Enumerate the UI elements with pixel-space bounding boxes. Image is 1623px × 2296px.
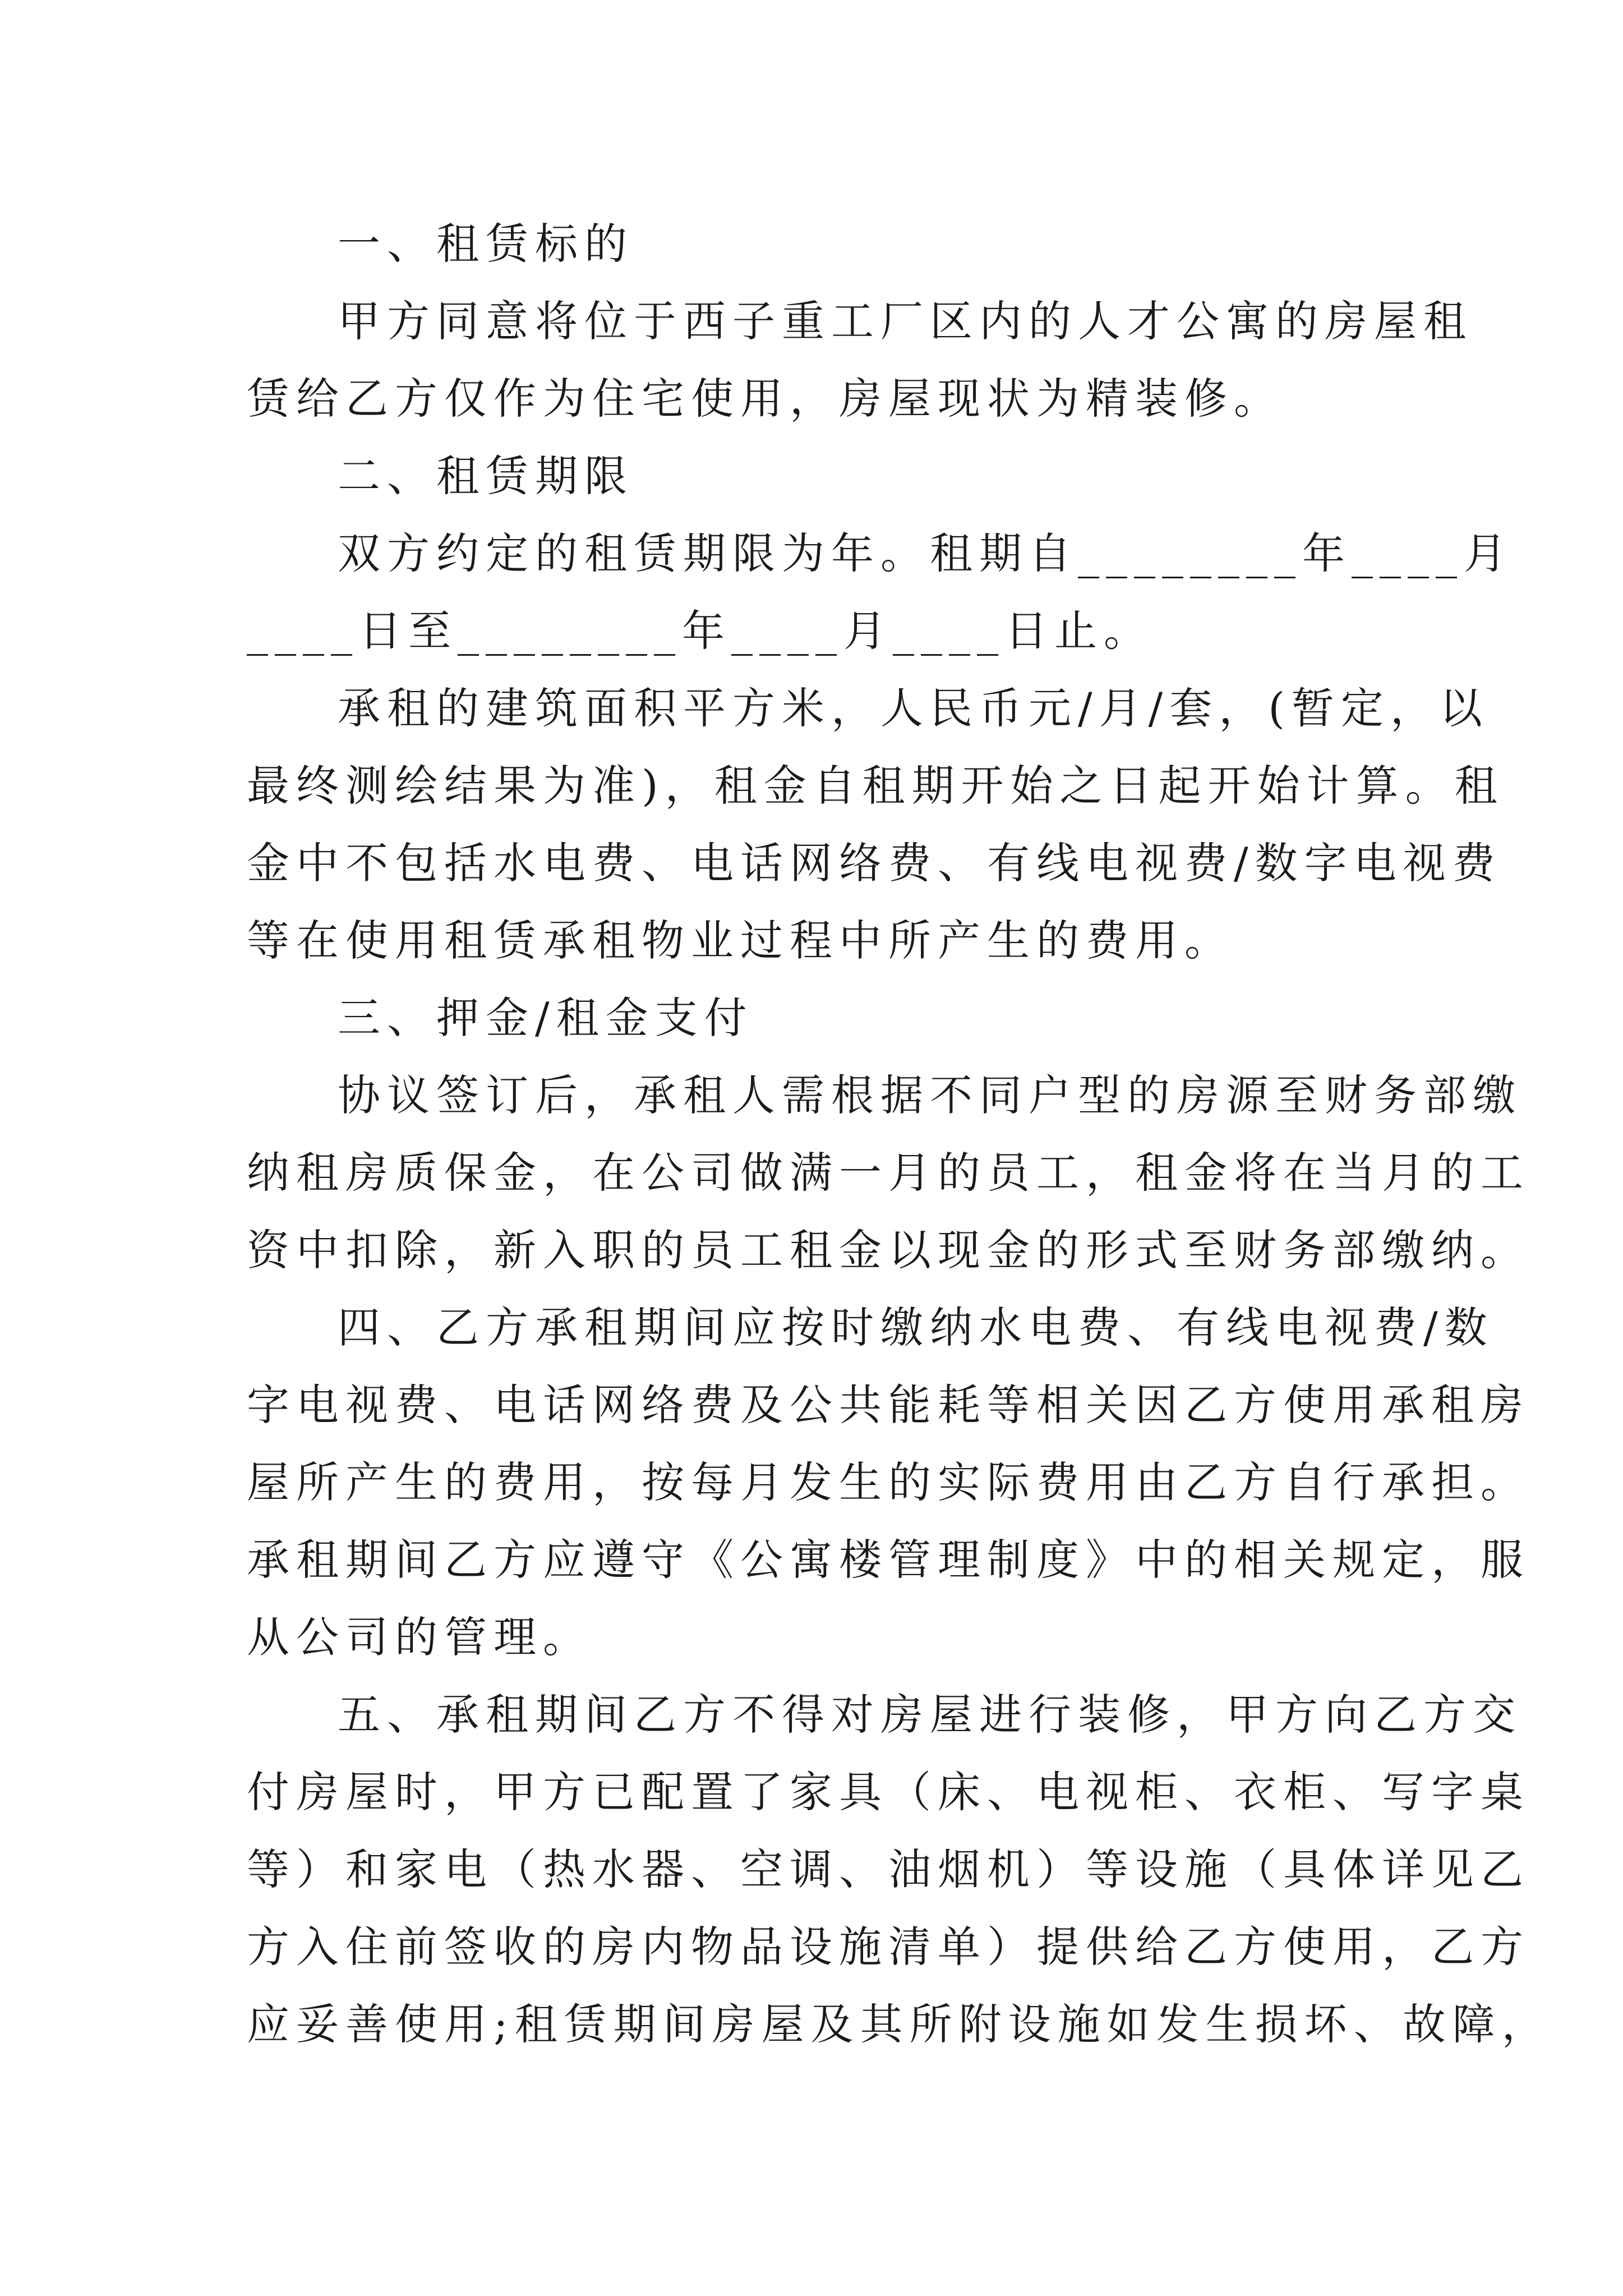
paragraph-line: 方入住前签收的房内物品设施清单）提供给乙方使用，乙方	[247, 1922, 1530, 1972]
paragraph-line: 应妥善使用;租赁期间房屋及其所附设施如发生损坏、故障，	[247, 1999, 1551, 2049]
paragraph-line: 最终测绘结果为准)，租金自租期开始之日起开始计算。租	[247, 761, 1504, 811]
paragraph-line: 承租期间乙方应遵守《公寓楼管理制度》中的相关规定，服	[247, 1535, 1530, 1585]
paragraph-line: 付房屋时，甲方已配置了家具（床、电视柜、衣柜、写字桌	[247, 1767, 1530, 1817]
section-heading-lease-object: 一、租赁标的	[338, 219, 634, 269]
paragraph-line: 四、乙方承租期间应按时缴纳水电费、有线电视费/数	[338, 1303, 1494, 1352]
paragraph-line: 资中扣除，新入职的员工租金以现金的形式至财务部缴纳。	[247, 1225, 1530, 1275]
paragraph-line: 纳租房质保金，在公司做满一月的员工，租金将在当月的工	[247, 1148, 1530, 1198]
paragraph-line: 屋所产生的费用，按每月发生的实际费用由乙方自行承担。	[247, 1457, 1530, 1507]
paragraph-line: ____日至________年____月____日止。	[247, 606, 1153, 656]
paragraph-line: 等）和家电（热水器、空调、油烟机）等设施（具体详见乙	[247, 1844, 1530, 1894]
paragraph-line: 赁给乙方仅作为住宅使用，房屋现状为精装修。	[247, 374, 1283, 424]
section-heading-lease-term: 二、租赁期限	[338, 451, 634, 501]
paragraph-line: 等在使用租赁承租物业过程中所产生的费用。	[247, 915, 1234, 965]
paragraph-line: 协议签订后，承租人需根据不同户型的房源至财务部缴	[338, 1070, 1522, 1120]
paragraph-line: 甲方同意将位于西子重工厂区内的人才公寓的房屋租	[338, 296, 1473, 346]
paragraph-line: 金中不包括水电费、电话网络费、有线电视费/数字电视费	[247, 838, 1502, 888]
paragraph-line: 双方约定的租赁期限为年。租期自________年____月	[338, 528, 1513, 578]
paragraph-line: 字电视费、电话网络费及公共能耗等相关因乙方使用承租房	[247, 1380, 1530, 1430]
paragraph-line: 承租的建筑面积平方米，人民币元/月/套，(暂定，以	[338, 683, 1489, 733]
section-heading-deposit-rent: 三、押金/租金支付	[338, 993, 754, 1043]
paragraph-line: 五、承租期间乙方不得对房屋进行装修，甲方向乙方交	[338, 1690, 1522, 1740]
paragraph-line: 从公司的管理。	[247, 1612, 592, 1662]
